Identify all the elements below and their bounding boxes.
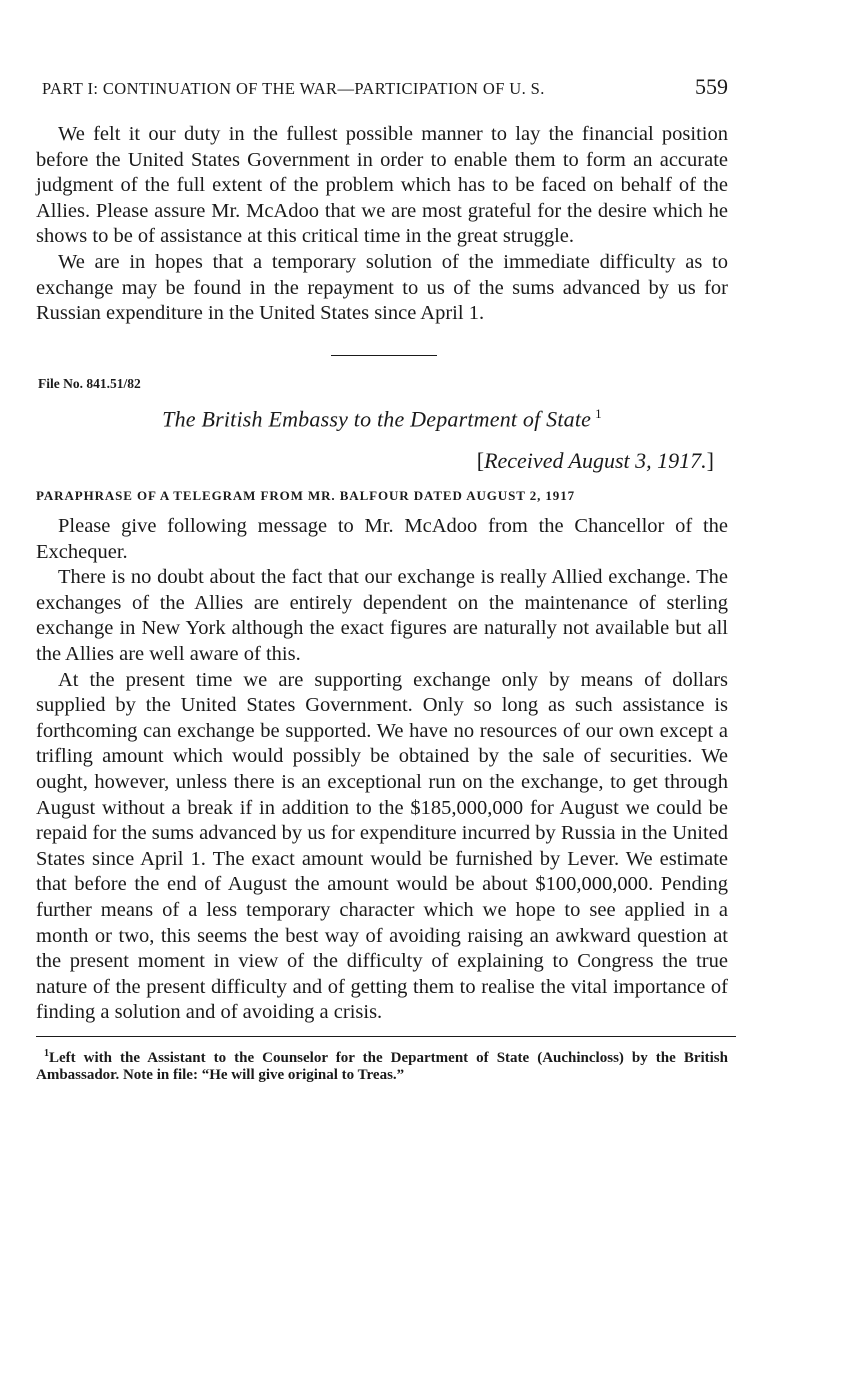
paragraph: We are in hopes that a temporary solution of the immediate difficulty as to exchange may be found in the repayment to us of the sums advanced by us for Russian expenditure in the United States since April 1. [36,250,728,325]
page-number: 559 [695,74,728,99]
received-bracket-open: [ [476,448,485,474]
footnote [36,1045,728,1084]
received-bracket-close: ] [706,448,714,474]
running-head [36,74,728,100]
document-title [36,406,728,432]
document-title-text: The British Embassy to the Department of State [162,406,592,432]
document-body [36,514,728,1026]
received-date [36,448,728,474]
file-number: File No. 841.51/82 [38,375,141,391]
paragraph: There is no doubt about the fact that our exchange is really Allied exchange. The exchanges of the Allies are entirely dependent on the maintenance of sterling exchange in New York although the exact figures are naturally not available but all the Allies are well aware of this. [36,566,728,666]
section-divider [331,355,437,356]
received-text: Received August 3, 1917. [484,448,707,474]
previous-document-text [36,122,728,327]
footnote-reference: 1 [595,405,602,421]
paragraph: We felt it our duty in the fullest possible manner to lay the financial position before the United States Government in order to enable them to form an accurate judgment of the full extent of the problem which has to be faced on behalf of the Allies. Please assure Mr. McAdoo that we are most grateful for the desire which he shows to be of assistance at this critical time in the great struggle. [36,123,728,248]
telegram-subheading: PARAPHRASE OF A TELEGRAM FROM MR. BALFOUR DATED AUGUST 2, 1917 [36,488,575,504]
footnote-rule [36,1036,736,1037]
running-head-title: PART I: CONTINUATION OF THE WAR—PARTICIPATION OF U. S. [42,79,545,98]
footnote-marker: 1 [44,1047,49,1059]
footnote-text: Left with the Assistant to the Counselor for the Department of State (Auchincloss) by the British Ambassador. Note in file: “He will give original to Treas.” [36,1049,728,1083]
page [36,74,728,1084]
paragraph: Please give following message to Mr. McAdoo from the Chancellor of the Exchequer. [36,515,728,563]
paragraph: At the present time we are supporting exchange only by means of dollars supplied by the United States Government. Only so long as such assistance is forthcoming can exchange be supported. We have no resources of our own except a trifling amount which would possibly be obtained by the sale of securities. We ought, however, unless there is an exceptional run on the exchange, to get through August without a break if in addition to the $185,000,000 for August we could be repaid for the sums advanced by us for expenditure incurred by Russia in the United States since April 1. The exact amount would be furnished by Lever. We estimate that before the end of August the amount would be about $100,000,000. Pending further means of a less temporary character which we hope to see applied in a month or two, this seems the best way of avoiding raising an awkward question at the present moment in view of the difficulty of explaining to Congress the true nature of the present difficulty and of getting them to realise the vital importance of finding a solution and of avoiding a crisis. [36,668,728,1024]
